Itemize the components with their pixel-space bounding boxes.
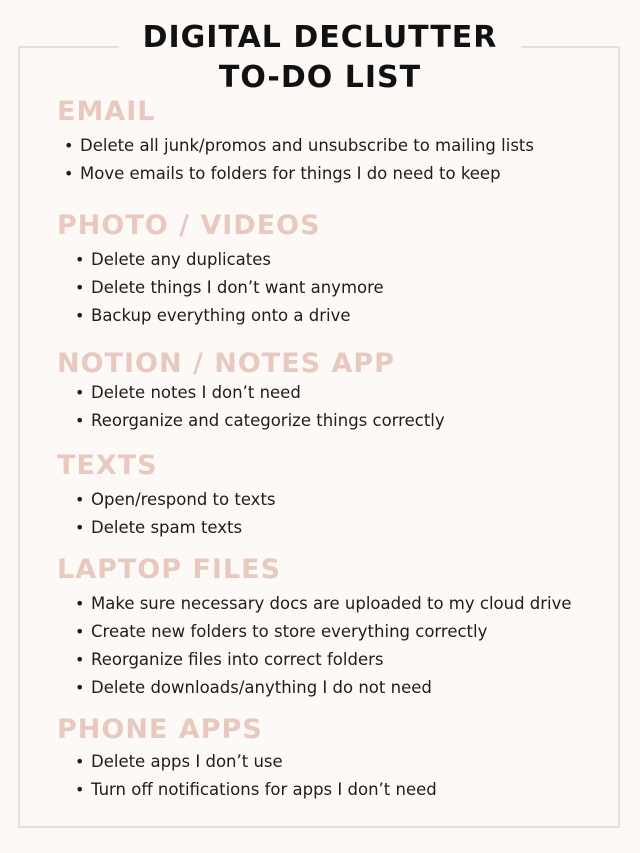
bullet-icon: • — [75, 678, 85, 697]
task-text: Delete any duplicates — [91, 250, 272, 269]
section-heading: EMAIL — [57, 96, 156, 127]
bullet-icon: • — [64, 164, 74, 183]
task-text: Make sure necessary docs are uploaded to my cloud drive — [91, 594, 572, 613]
bullet-icon: • — [75, 306, 85, 325]
task-item — [75, 748, 437, 776]
bullet-icon: • — [75, 411, 85, 430]
task-item — [64, 160, 534, 188]
task-item — [75, 379, 445, 407]
section-heading: PHOTO / VIDEOS — [57, 210, 321, 241]
task-item — [75, 618, 572, 646]
task-item — [75, 486, 276, 514]
section-heading: LAPTOP FILES — [57, 554, 282, 585]
task-text: Delete notes I don’t need — [91, 383, 301, 402]
bullet-icon: • — [75, 650, 85, 669]
bullet-icon: • — [75, 383, 85, 402]
bullet-icon: • — [75, 622, 85, 641]
task-text: Backup everything onto a drive — [91, 306, 351, 325]
task-text: Delete downloads/anything I do not need — [91, 678, 432, 697]
bullet-icon: • — [75, 752, 85, 771]
task-item — [75, 590, 572, 618]
title-line-2: TO-DO LIST — [218, 60, 422, 95]
task-item — [75, 274, 384, 302]
bullet-icon: • — [75, 594, 85, 613]
task-list — [75, 590, 572, 702]
title-line-1: DIGITAL DECLUTTER — [142, 20, 498, 55]
bullet-icon: • — [75, 780, 85, 799]
task-item — [75, 407, 445, 435]
task-text: Delete spam texts — [91, 518, 243, 537]
task-item — [75, 646, 572, 674]
task-list — [75, 379, 445, 435]
task-list — [64, 132, 534, 188]
task-list — [75, 486, 276, 542]
section-heading: TEXTS — [57, 450, 158, 481]
bullet-icon: • — [64, 136, 74, 155]
task-item — [75, 514, 276, 542]
task-text: Open/respond to texts — [91, 490, 276, 509]
task-text: Reorganize files into correct folders — [91, 650, 384, 669]
task-text: Move emails to folders for things I do need to keep — [80, 164, 501, 183]
bullet-icon: • — [75, 490, 85, 509]
page-title — [0, 18, 640, 98]
bullet-icon: • — [75, 278, 85, 297]
task-item — [75, 674, 572, 702]
task-list — [75, 748, 437, 804]
task-text: Create new folders to store everything correctly — [91, 622, 488, 641]
task-text: Delete all junk/promos and unsubscribe to mailing lists — [80, 136, 534, 155]
task-list — [75, 246, 384, 330]
task-item — [75, 246, 384, 274]
bullet-icon: • — [75, 250, 85, 269]
task-item — [64, 132, 534, 160]
task-text: Turn off notifications for apps I don’t need — [91, 780, 437, 799]
task-text: Delete things I don’t want anymore — [91, 278, 384, 297]
section-heading: NOTION / NOTES APP — [57, 348, 395, 379]
section-heading: PHONE APPS — [57, 714, 263, 745]
task-text: Delete apps I don’t use — [91, 752, 283, 771]
task-item — [75, 776, 437, 804]
bullet-icon: • — [75, 518, 85, 537]
task-item — [75, 302, 384, 330]
task-text: Reorganize and categorize things correctly — [91, 411, 445, 430]
page-title-block — [119, 18, 522, 98]
